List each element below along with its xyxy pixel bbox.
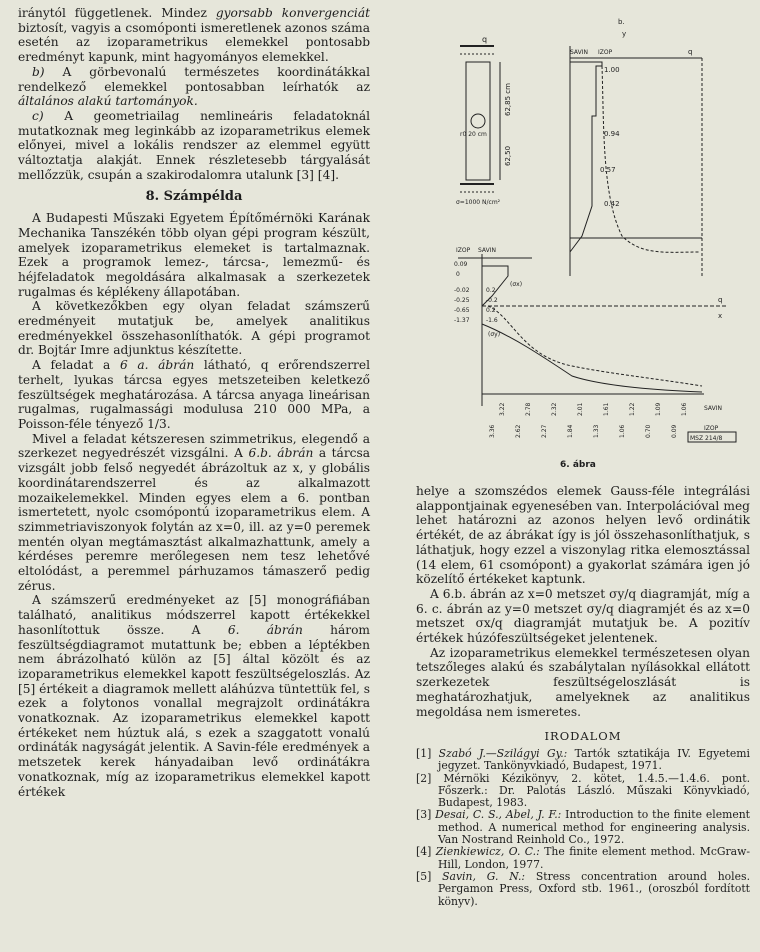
bottom-value-label: 1.84	[567, 424, 574, 438]
stamp-label: MSZ 214/8	[690, 435, 723, 442]
reference-item	[416, 871, 750, 908]
dimension-label-2: 62,50	[504, 145, 512, 166]
sigma-x-diagram	[458, 254, 727, 406]
reference-item	[416, 809, 750, 846]
paragraph-8: A számszerű eredményeket az [5] monográfiában található, analitikus módszerrel kapott értékekkel hasonlítottuk össze. A 6. ábrán három feszültségdiagramot mutattunk be; ebben a léptékben nem ábrázolható külön az [5] által közölt és az izoparametrikus elemekkel kapott feszültségeloszlás. Az [5] értékeit a diagramok mellett aláhúzva tüntettük fel, s ezek a folytonos vonallal megrajzolt ordinátákra vonatkoznak. Az izoparametrikus elemekkel kapott értékeket nem húztuk alá, s ezek a szaggatott vonalú ordináták nagyságát jelentik. A Savin-féle eredmények a metszetek kerek hányadaiban levő ordinátákra vonatkoznak, míg az izoparametrikus elemekkel kapott értékek	[18, 593, 370, 799]
paragraph-1: iránytól függetlenek. Mindez gyorsabb konvergenciát biztosít, vagyis a csomóponti ismeretlenek azonos száma esetén az izoparametrikus elemekkel pontosabb eredményt kapunk, mint hagyományos elemekkel.	[18, 6, 370, 65]
plate-panel	[460, 46, 500, 192]
value-0-57: 0.57	[600, 166, 616, 174]
bottom-value-label: 0.70	[645, 424, 652, 438]
reference-list	[416, 748, 750, 908]
right-paragraph-2: A 6.b. ábrán az x=0 metszet σy/q diagramját, míg a 6. c. ábrán az y=0 metszet σy/q diagramjét és az x=0 metszet σx/q diagramját mutatjuk be. A pozitív értékek húzófeszültségeket jelentenek.	[416, 586, 750, 646]
right-paragraph-1: helye a szomszédos elemek Gauss-féle integrálási alappontjainak egyenesében van. Interpolációval meg lehet határozni az azonos helyen levő ordinátik értékét, de az ábrákat így is jól összehasonlíthatjuk, s láthatjuk, hogy ezzel a viszonylag ritka elemosztással (14 elem, 61 csomópont) a gyakorlat számára igen jó közelítő értékeket kaptunk.	[416, 484, 750, 587]
reference-number: [3]	[416, 808, 436, 822]
reference-item	[416, 846, 750, 871]
c-r4: -1.6	[486, 317, 498, 324]
value-0-42: 0.42	[604, 200, 620, 208]
q-label-top: q	[482, 35, 488, 44]
reference-number: [4]	[416, 845, 436, 859]
reference-author: Zienkiewicz, O. C.:	[435, 845, 540, 859]
c-r1: 0.2	[486, 287, 496, 294]
top-value-label: 3.22	[499, 402, 506, 416]
q-label-right: q	[688, 48, 693, 56]
paragraph-4: A Budapesti Műszaki Egyetem Építőmérnöki Karának Mechanika Tanszékén több olyan gépi program készült, amelyek izoparametrikus elemeket is tartalmaznak. Ezek a programok lemez-, tárcsa-, lemezmű- és héjfeladatok megoldására alkalmasak a szerkezetek rugalmas és képlékeny állapotában.	[18, 211, 370, 299]
figure-6-diagram	[452, 6, 752, 476]
top-value-label: 1.22	[629, 402, 636, 416]
stress-scale-label: σ=1000 N/cm²	[456, 199, 501, 206]
bottom-savin: SAVIN	[704, 405, 723, 412]
bottom-value-label: 2.62	[515, 424, 522, 438]
top-value-label: 2.78	[525, 402, 532, 416]
c-r2: -0.2	[486, 297, 498, 304]
reference-author: Szabó J.—Szilágyi Gy.:	[438, 746, 568, 760]
c-m002: -0.02	[454, 287, 470, 294]
legend-savin: SAVIN	[570, 49, 589, 56]
reference-text: Stress concentration around holes. Pergamon Press, Oxford stb. 1961., (oroszból fordított könyv).	[438, 869, 750, 908]
reference-text: Tartók sztatikája IV. Egyetemi jegyzet. Tankönyvkiadó, Budapest, 1971.	[438, 746, 750, 773]
bottom-values	[489, 402, 688, 438]
c-0: 0	[456, 271, 460, 278]
bottom-value-label: 1.33	[593, 424, 600, 438]
legend-izop: IZOP	[598, 49, 613, 56]
hole-radius-label: r0 20 cm	[460, 131, 487, 138]
reference-number: [1]	[416, 746, 439, 760]
paragraph-5: A következőkben egy olyan feladat számszerű eredményeit mutatjuk be, amelyek analitikus eredményekkel összehasonlíthatók. A gépi programot dr. Bojtár Imre adjunktus készítette.	[18, 299, 370, 358]
reference-number: [2]	[416, 771, 444, 785]
bottom-value-label: 3.36	[489, 424, 496, 438]
reference-number: [5]	[416, 869, 443, 883]
c-m137: -1.37	[454, 317, 470, 324]
x-axis-label: x	[718, 312, 723, 320]
label-b: b.	[618, 18, 625, 26]
q-label-c: q	[718, 296, 723, 304]
top-value-label: 1.09	[655, 402, 662, 416]
c-0-09: 0.09	[454, 261, 468, 268]
bottom-izop: IZOP	[704, 425, 719, 432]
top-value-label: 2.01	[577, 402, 584, 416]
figure-caption: 6. ábra	[560, 460, 596, 470]
value-1-00: 1.00	[604, 66, 620, 74]
bottom-value-label: 1.06	[619, 424, 626, 438]
bottom-value-label: 0.09	[671, 424, 678, 438]
sigma-y-diagram	[570, 46, 702, 276]
c-savin: SAVIN	[478, 247, 497, 254]
reference-author: Savin, G. N.:	[442, 869, 526, 883]
right-paragraph-3: Az izoparametrikus elemekkel természetesen olyan tetszőleges alakú és szabálytalan nyílásokkal ellátott szerkezetek feszültségeloszlását is meghatározhatjuk, amelyeknek az analitikus megoldása nem ismeretes.	[416, 645, 750, 719]
reference-text: The finite element method. McGraw-Hill, London, 1977.	[438, 845, 750, 871]
label-y: y	[622, 30, 627, 38]
references-heading: IRODALOM	[544, 729, 622, 744]
sigma-x-label: (σx)	[510, 281, 523, 288]
paragraph-7: Mivel a feladat kétszeresen szimmetrikus, elegendő a szerkezet negyedrészét vizsgálni. A 6.b. ábrán a tárcsa vizsgált jobb felső negyedét ábrázoltuk az x, y globális koordinátarendszerrel és az alkalmazott mozaikelemekkel. Minden egyes elem a 6. pontban ismertetett, nyolc csomópontú izoparametrikus elem. A szimmetriaviszonyok folytán az x=0, ill. az y=0 peremek mentén olyan megtámasztást alkalmazhattunk, amely a kérdéses peremre merőlegesen nem tesz lehetővé eltolódást, a peremmel párhuzamos támaszerő pedig zérus.	[18, 431, 370, 593]
bottom-value-label: 2.27	[541, 424, 548, 438]
paragraph-c: c) A geometriailag nemlineáris feladatoknál mutatkoznak meg leginkább az izoparametrikus elemek előnyei, mivel a lokális rendszer az elemmel együtt változtatja alakját. Ennek részletesebb tárgyalását mellőzzük, csupán a szakirodalomra utalunk [3] [4].	[18, 108, 370, 182]
value-0-94: 0.94	[604, 130, 620, 138]
paragraph-6: A feladat a 6 a. ábrán látható, q erőrendszerrel terhelt, lyukas tárcsa egyes metszeteiben keletkező feszültségek meghatározása. A tárcsa anyaga lineárisan rugalmas, rugalmassági modulusa 210 000 MPa, a Poisson-féle tényező 1/3.	[18, 358, 370, 431]
reference-text: Mérnöki Kézikönyv, 2. kötet, 1.4.5.—1.4.6. pont. Főszerk.: Dr. Palotás László. Műszaki Könyvkiadó, Budapest, 1983.	[438, 771, 751, 810]
section-heading: 8. Számpélda	[145, 189, 243, 205]
sigma-y-label: (σy)	[488, 331, 501, 338]
top-value-label: 2.32	[551, 402, 558, 416]
left-text-column	[18, 6, 370, 799]
top-value-label: 1.61	[603, 402, 610, 416]
paragraph-b: b) A görbevonalú természetes koordinátákkal rendelkező elemekkel pontosabban leírhatók az általános alakú tartományok.	[18, 64, 370, 109]
c-m065: -0.65	[454, 307, 470, 314]
reference-item	[416, 748, 750, 773]
c-izop: IZOP	[456, 247, 471, 254]
right-text-column	[416, 484, 750, 908]
c-r3: 0.2	[486, 307, 496, 314]
reference-text: Introduction to the finite element method. A numerical method for engineering analysis. Van Nostrand Reinhold Co., 1972.	[438, 808, 750, 847]
c-m025: -0.25	[454, 297, 470, 304]
dimension-label-1: 62,85 cm	[504, 83, 512, 116]
reference-author: Desai, C. S., Abel, J. F.:	[435, 808, 562, 822]
top-value-label: 1.06	[681, 402, 688, 416]
reference-item	[416, 773, 750, 810]
